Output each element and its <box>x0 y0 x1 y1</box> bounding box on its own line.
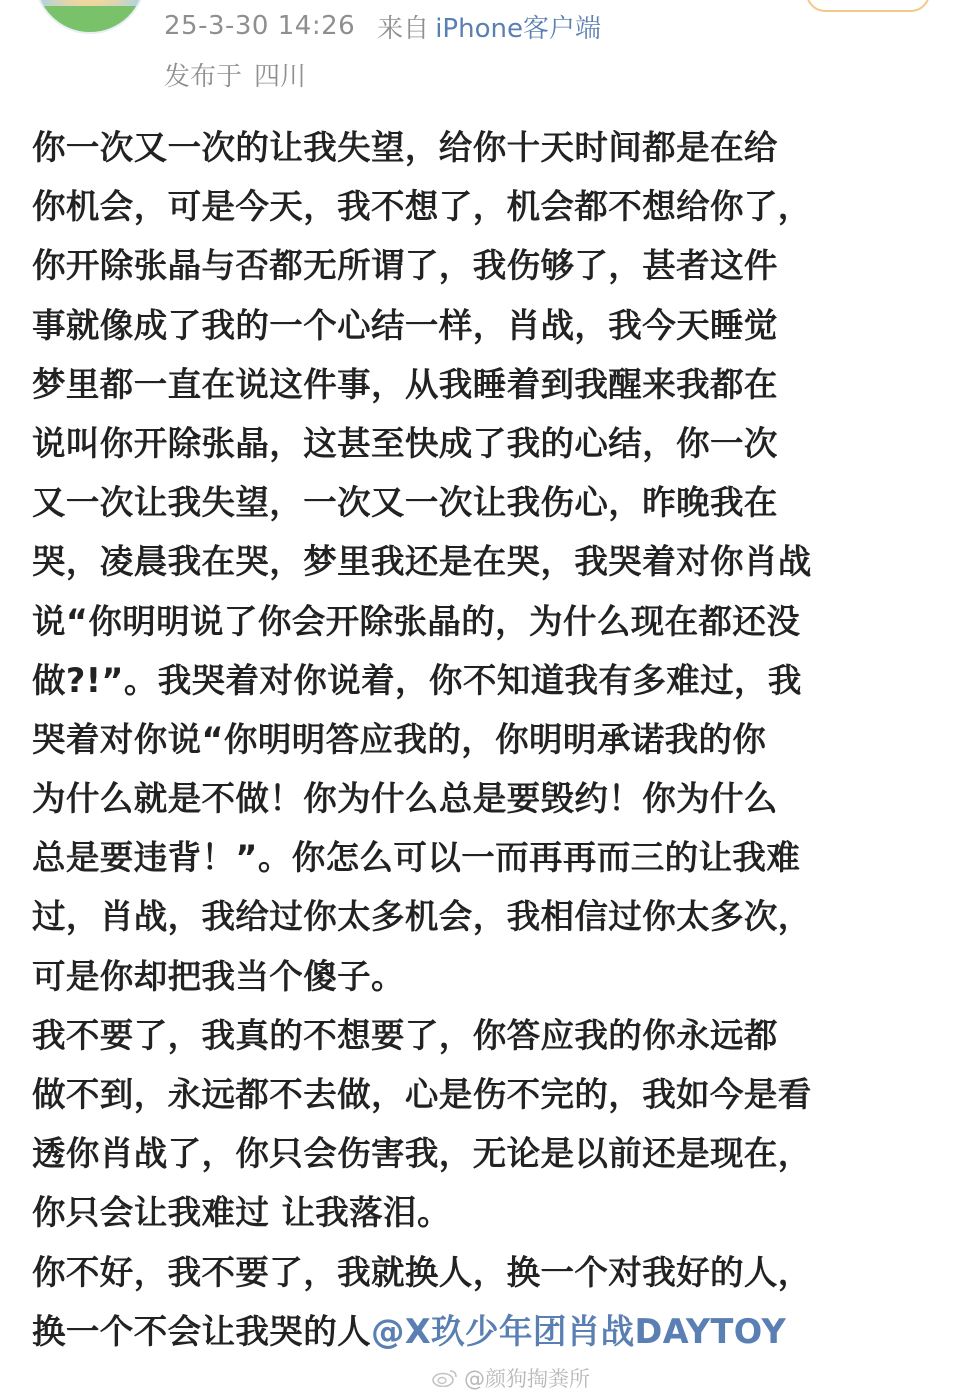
post-line: 为什么就是不做！你为什么总是要毁约！你为什么 <box>32 779 778 819</box>
watermark <box>432 1363 590 1393</box>
post-line: 我不要了，我真的不想要了，你答应我的你永远都 <box>32 1015 778 1055</box>
post-body <box>32 118 936 1361</box>
location-label: 发布于 <box>164 61 243 92</box>
post-source-link[interactable]: iPhone客户端 <box>435 13 601 44</box>
post-line: 说叫你开除张晶，这甚至快成了我的心结，你一次 <box>32 423 778 463</box>
post-line: 透你肖战了，你只会伤害我，无论是以前还是现在， <box>32 1134 812 1174</box>
post-location <box>164 56 306 92</box>
watermark-text: @颜狗掏粪所 <box>464 1367 590 1391</box>
mention-link[interactable]: @X玖少年团肖战DAYTOY <box>371 1311 787 1351</box>
post-line: 梦里都一直在说这件事，从我睡着到我醒来我都在 <box>32 364 778 404</box>
post-line: 你只会让我难过 让我落泪。 <box>32 1193 451 1233</box>
post-line: 说“你明明说了你会开除张晶的，为什么现在都还没 <box>32 601 801 641</box>
avatar-grass-decoration <box>36 6 144 32</box>
post-line: 你开除张晶与否都无所谓了，我伤够了，甚者这件 <box>32 246 778 286</box>
post-line: 总是要违背！”。你怎么可以一而再再而三的让我难 <box>32 838 801 878</box>
source-label: 来自 <box>377 13 430 44</box>
weibo-logo-icon <box>432 1369 458 1387</box>
post-meta <box>164 8 601 44</box>
post-time: 25-3-30 14:26 <box>164 11 356 41</box>
post-line: 又一次让我失望，一次又一次让我伤心，昨晚我在 <box>32 483 778 523</box>
post-line: 哭着对你说“你明明答应我的，你明明承诺我的你 <box>32 719 767 759</box>
avatar[interactable] <box>34 0 146 34</box>
post-line: 事就像成了我的一个心结一样，肖战，我今天睡觉 <box>32 305 778 345</box>
post-line: 哭，凌晨我在哭，梦里我还是在哭，我哭着对你肖战 <box>32 542 812 582</box>
post-line: 过，肖战，我给过你太多机会，我相信过你太多次， <box>32 897 812 937</box>
post-line-last <box>32 1302 936 1361</box>
post-line: 你不好，我不要了，我就换人，换一个对我好的人， <box>32 1252 812 1292</box>
location-value: 四川 <box>254 61 307 92</box>
post-line: 你机会，可是今天，我不想了，机会都不想给你了， <box>32 187 812 227</box>
post-line: 可是你却把我当个傻子。 <box>32 956 405 996</box>
follow-button[interactable] <box>806 0 930 12</box>
post-line-text: 换一个不会让我哭的人 <box>32 1311 371 1351</box>
post-line: 你一次又一次的让我失望，给你十天时间都是在给 <box>32 128 778 167</box>
post-line: 做不到，永远都不去做，心是伤不完的，我如今是看 <box>32 1075 812 1114</box>
post-line: 做?!”。我哭着对你说着，你不知道我有多难过，我 <box>32 660 802 700</box>
